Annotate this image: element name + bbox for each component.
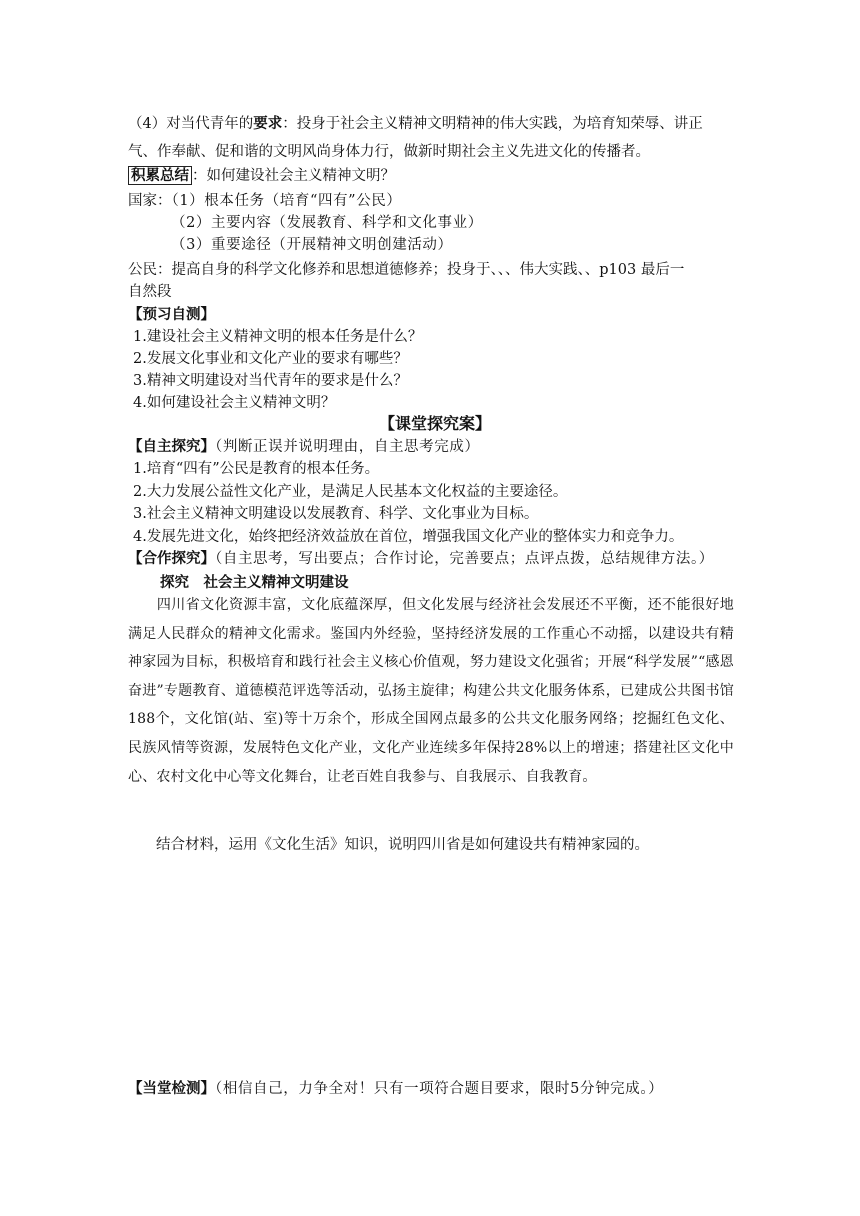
- coop-note: （自主思考，写出要点；合作讨论，完善要点；点评点拨，总结规律方法。）: [215, 551, 714, 567]
- self-explore-heading-line: [128, 437, 480, 457]
- preview-question-2: 2.发展文化事业和文化产业的要求有哪些？: [133, 351, 408, 367]
- requirement-bold: 要求: [253, 115, 283, 132]
- preview-question-3: 3.精神文明建设对当代青年的要求是什么？: [133, 373, 408, 389]
- self-explore-statement-2: 2.大力发展公益性文化产业，是满足人民基本文化权益的主要途径。: [133, 484, 568, 500]
- coop-heading: 【合作探究】: [128, 550, 215, 567]
- classroom-heading: 【课堂探究案】: [378, 414, 491, 433]
- summary-label: 积累总结: [128, 166, 192, 185]
- country-item-1: （1）根本任务（培育“四有”公民）: [171, 193, 402, 209]
- self-explore-statement-1: 1.培育“四有”公民是教育的根本任务。: [133, 461, 380, 477]
- country-item-2: （2）主要内容（发展教育、科学和文化事业）: [171, 215, 483, 231]
- country-line: [128, 191, 402, 211]
- requirement-line-2: 气、作奉献、促和谐的文明风尚身体力行，做新时期社会主义先进文化的传播者。: [128, 144, 650, 160]
- country-label: 国家：: [128, 193, 172, 209]
- coop-subheading: 探究 社会主义精神文明建设: [160, 574, 349, 591]
- citizen-line-1: 公民：提高自身的科学文化修养和思想道德修养；投身于、、、伟大实践、、p103 最后一: [128, 262, 685, 278]
- preview-question-1: 1.建设社会主义精神文明的根本任务是什么？: [133, 329, 423, 345]
- summary-line: [128, 166, 395, 186]
- citizen-line-2: 自然段: [128, 284, 172, 300]
- requirement-rest: ：投身于社会主义精神文明精神的伟大实践，为培育知荣辱、讲正: [282, 116, 703, 132]
- check-note: （相信自己，力争全对！只有一项符合题目要求，限时5分钟完成。）: [215, 1081, 664, 1097]
- summary-question: ：如何建设社会主义精神文明？: [192, 168, 395, 184]
- coop-heading-line: [128, 549, 714, 569]
- check-heading: 【当堂检测】: [128, 1080, 215, 1097]
- self-explore-heading: 【自主探究】: [128, 438, 215, 455]
- self-explore-note: （判断正误并说明理由，自主思考完成）: [215, 439, 480, 455]
- requirement-prefix: （4）对当代青年的: [128, 116, 254, 132]
- check-heading-line: [128, 1079, 663, 1099]
- self-explore-statement-3: 3.社会主义精神文明建设以发展教育、科学、文化事业为目标。: [133, 506, 539, 522]
- preview-heading: 【预习自测】: [128, 306, 215, 323]
- country-item-3: （3）重要途径（开展精神文明创建活动）: [171, 237, 453, 253]
- self-explore-statement-4: 4.发展先进文化，始终把经济效益放在首位，增强我国文化产业的整体实力和竞争力。: [133, 529, 684, 545]
- coop-question: 结合材料，运用《文化生活》知识，说明四川省是如何建设共有精神家园的。: [156, 837, 649, 853]
- coop-material: 四川省文化资源丰富，文化底蕴深厚，但文化发展与经济社会发展还不平衡，还不能很好地满足人民群众的精神文化需求。鉴国内外经验，坚持经济发展的工作重心不动摇，以建设共有精神家园为目标，积极培育和践行社会主义核心价值观，努力建设文化强省；开展“科学发展”“感恩奋进”专题教育、道德模范评选等活动，弘扬主旋律；构建公共文化服务体系，已建成公共图书馆188个，文化馆(站、室)等十万余个，形成全国网点最多的公共文化服务网络；挖掘红色文化、民族风情等资源，发展特色文化产业，文化产业连续多年保持28%以上的增速；搭建社区文化中心、农村文化中心等文化舞台，让老百姓自我参与、自我展示、自我教育。: [128, 597, 734, 785]
- preview-question-4: 4.如何建设社会主义精神文明？: [133, 395, 336, 411]
- requirement-line-1: [128, 114, 703, 134]
